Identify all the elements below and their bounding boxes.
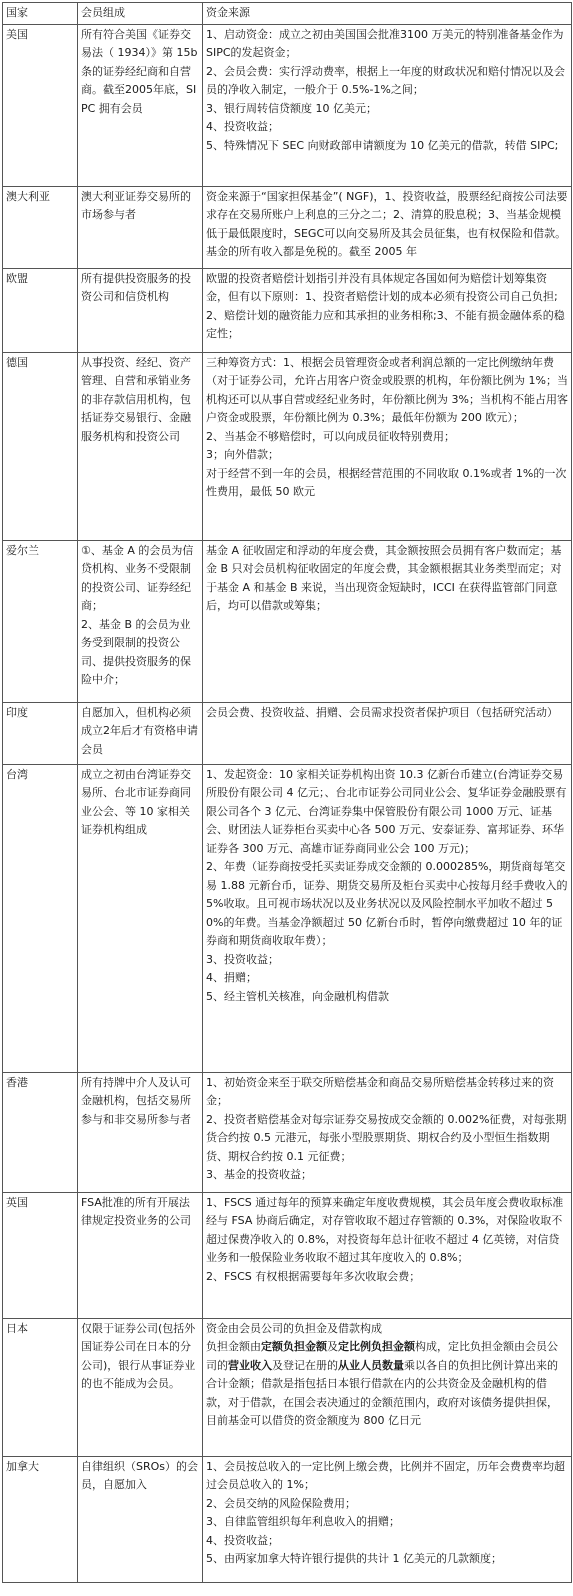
text-run: 及 [327, 1340, 338, 1353]
funding-line: 4、投资收益； [206, 1533, 279, 1547]
funding-line: 2、投资者赔偿基金对每宗证券交易按成交金额的 0.002%征费，对每张期货合约按 0.5 元港元，每张小型股票期货、期权合约及小型恒生指数期货、期权合约按 0.1 元征费； [206, 1112, 567, 1163]
table-row [3, 268, 572, 352]
members-cell: 成立之初由台湾证券交易所、台北市证券商同业公会、等 10 家相关证券机构组成 [78, 764, 203, 1072]
funding-line: 2、FSCS 有权根据需要每年多次收取会费； [206, 1269, 421, 1283]
header-row [3, 3, 572, 25]
members-cell: 自愿加入，但机构必须成立2年后才有资格申请会员 [78, 702, 203, 764]
funding-cell [203, 352, 572, 540]
funding-cell [203, 764, 572, 1072]
header-funding: 资金来源 [203, 3, 572, 25]
bold-term: 营业收入 [228, 1358, 272, 1372]
funding-cell [203, 1456, 572, 1582]
members-cell [78, 540, 203, 702]
funding-cell [203, 1192, 572, 1318]
members-cell: 所有符合美国《证券交易法（ 1934）》第 15b 条的证券经纪商和自营商。截至2005年底，SIPC 拥有会员 [78, 24, 203, 186]
table-row [3, 1192, 572, 1318]
funding-line: 5、特殊情况下 SEC 向财政部申请额度为 10 亿美元的借款，转借 SIPC; [206, 138, 559, 152]
country-cell: 德国 [3, 352, 78, 540]
funding-cell [203, 540, 572, 702]
country-cell: 加拿大 [3, 1456, 78, 1582]
funding-line: 2、年费（证券商按受托买卖证券成交金额的 0.000285%，期货商每笔交易 1.88 元新台币，证券、期货交易所及柜台买卖中心按每月经手费收入的 5%收取。且可视市场状况以及业务状况以及风险控制水平加收不超过 50%的年费。当基金净额超过 50 亿新台币时，暂停向缴费超过 10 年的证券商和期货商收取年费）； [206, 860, 568, 947]
investor-protection-fund-table [2, 2, 572, 1583]
funding-line: 4、投资收益； [206, 120, 279, 133]
funding-line: 1、初始资金来至于联交所赔偿基金和商品交易所赔偿基金转移过来的资金； [206, 1075, 554, 1107]
funding-line: 1、发起资金：10 家相关证券机构出资 10.3 亿新台币建立(台湾证券交易所股份有限公司 4 亿元；、台北市证券公司同业公会、复华证券金融股票有限公司各个 3 亿元、台湾证券集中保管股份有限公司 1000 万元、证基会、财团法人证券柜台买卖中心各 500 万元、安泰证券、富邦证券、环华证券各 300 万元、高雄市证券商同业公会 100 万元)； [206, 767, 567, 855]
header-country: 国家 [3, 3, 78, 25]
funding-line: 会员会费、投资收益、捐赠、会员需求投资者保护项目（包括研究活动） [206, 705, 558, 719]
funding-line: 2、会员会费：实行浮动费率，根据上一年度的财政状况和赔付情况以及会员的净收入制定，一般介于 0.5%-1%之间； [206, 64, 565, 96]
country-cell: 印度 [3, 702, 78, 764]
bold-term: 从业人员数量 [338, 1358, 404, 1372]
funding-line: 基金 A 征收固定和浮动的年度会费，其金额按照会员拥有客户数而定；基金 B 只对会员机构征收固定的年度会费，其金额根据其业务类型而定；对于基金 A 和基金 B 来说，当出现资金短缺时，ICCI 在获得监管部门同意后，均可以借款或筹集； [206, 543, 562, 612]
funding-line: 资金来源于“国家担保基金”( NGF)，1、投资收益，股票经纪商按公司法要求存在交易所账户上利息的三分之二；2、清算的股息税；3、当基金规模低于最低限度时，SEGC可以向交易所及其会员征集，也有权保险和借款。基金的所有收入都是免税的。截至 2005 年 [206, 189, 568, 258]
country-cell: 日本 [3, 1318, 78, 1456]
members-cell: 自律组织（SROs）的会员，自愿加入 [78, 1456, 203, 1582]
table-row [3, 1456, 572, 1582]
table-row [3, 24, 572, 186]
funding-line: 三种筹资方式：1、根据会员管理资金或者利润总额的一定比例缴纳年费（对于证券公司，允许占用客户资金或股票的机构，年份额比例为 1%；当机构还可以从事自营或经纪业务时，年份额比例为 3%；当机构不能占用客户资金或股票，年份额比例为 0.3%；最低年份额为 200 欧元）； [206, 355, 568, 424]
country-cell: 台湾 [3, 764, 78, 1072]
funding-line: 3、自律监管组织每年利息收入的捐赠； [206, 1515, 400, 1528]
country-cell: 澳大利亚 [3, 186, 78, 268]
members-cell: 澳大利亚证券交易所的市场参与者 [78, 186, 203, 268]
funding-line: 2、会员交纳的风险保险费用； [206, 1496, 356, 1510]
header-members: 会员组成 [78, 3, 203, 25]
table-row [3, 1072, 572, 1192]
funding-cell [203, 1072, 572, 1192]
members-cell: FSA批准的所有开展法律规定投资业务的公司 [78, 1192, 203, 1318]
funding-line: 对于经营不到一年的会员，根据经营范围的不同收取 0.1%或者 1%的一次性费用，最低 50 欧元 [206, 466, 567, 498]
table-row [3, 764, 572, 1072]
members-line: ①、基金 A 的会员为信贷机构、业务不受限制的投资公司、证券经纪商； [81, 543, 194, 612]
funding-cell [203, 702, 572, 764]
table-row [3, 540, 572, 702]
members-cell: 从事投资、经纪、资产管理、自营和承销业务的非存款信用机构，包括证券交易银行、金融服务机构和投资公司 [78, 352, 203, 540]
funding-cell [203, 186, 572, 268]
country-cell: 爱尔兰 [3, 540, 78, 702]
bold-term: 定额负担金额 [261, 1340, 327, 1353]
funding-line: 1、FSCS 通过每年的预算来确定年度收费规模，其会员年度会费收取标准经与 FSA 协商后确定，对存管收取不超过存管额的 0.3%，对保险收取不超过保费净收入的 0.8%，对投资每年总计征收不超过 4 亿英镑，对信贷业务和一般保险业务收取不超过其年度收入的 0.8%； [206, 1195, 564, 1264]
country-cell: 欧盟 [3, 268, 78, 352]
funding-line: 5、由两家加拿大特许银行提供的共计 1 亿美元的几款额度； [206, 1552, 502, 1565]
funding-line: 1、会员按总收入的一定比例上缴会费，比例并不固定，历年会费费率均超过会员总收入的 1%； [206, 1459, 565, 1491]
members-cell: 仅限于证券公司(包括外国证券公司在日本的分公司)，银行从事证券业的也不能成为会员。 [78, 1318, 203, 1456]
funding-cell [203, 24, 572, 186]
funding-intro: 资金由会员公司的负担金及借款构成 [206, 1321, 382, 1335]
table-row [3, 352, 572, 540]
text-run: 负担金额由 [206, 1340, 261, 1353]
funding-line: 1、启动资金：成立之初由美国国会批准3100 万美元的特别准备基金作为SIPC的发起资金； [206, 27, 564, 59]
funding-line: 4、捐赠； [206, 971, 257, 984]
funding-cell [203, 1318, 572, 1456]
funding-line: 3；向外借款； [206, 448, 279, 461]
members-cell: 所有持牌中介人及认可金融机构，包括交易所参与和非交易所参与者 [78, 1072, 203, 1192]
funding-cell [203, 268, 572, 352]
members-cell: 所有提供投资服务的投资公司和信贷机构 [78, 268, 203, 352]
bold-term: 定比例负担金额 [338, 1340, 415, 1353]
funding-line: 2、当基金不够赔偿时，可以向成员征收特别费用； [206, 429, 455, 443]
funding-rich-text [206, 1338, 568, 1431]
funding-line: 3、银行周转信贷额度 10 亿美元； [206, 101, 377, 115]
country-cell: 英国 [3, 1192, 78, 1318]
funding-line: 5、经主管机关核准，向金融机构借款 [206, 989, 389, 1003]
text-run: 及登记在册的 [272, 1358, 338, 1372]
table-row [3, 186, 572, 268]
members-line: 2、基金 B 的会员为业务受到限制的投资公司、提供投资服务的保险中介； [81, 617, 191, 686]
table-row [3, 1318, 572, 1456]
country-cell: 香港 [3, 1072, 78, 1192]
text-run: 乘以各自的负担比例计算出来的合计金额；借款是指包括日本银行借款在内的公共资金及金融机构的借款，对于借款，在国会表决通过的金额范围内，政府对该债务提供担保，目前基金可以借贷的资金额度为 800 亿日元 [206, 1358, 558, 1427]
text-run: 构成，定比负担金额由会员公司的 [206, 1340, 558, 1372]
funding-line: 欧盟的投资者赔偿计划指引并没有具体规定各国如何为赔偿计划筹集资金，但有以下原则：1、投资者赔偿计划的成本必须有投资公司自己负担;2、赔偿计划的融资能力应和其承担的业务相称;3、不能有损金融体系的稳定性； [206, 271, 565, 340]
country-cell: 美国 [3, 24, 78, 186]
table-row [3, 702, 572, 764]
funding-line: 3、基金的投资收益； [206, 1168, 312, 1181]
funding-line: 3、投资收益； [206, 952, 279, 966]
